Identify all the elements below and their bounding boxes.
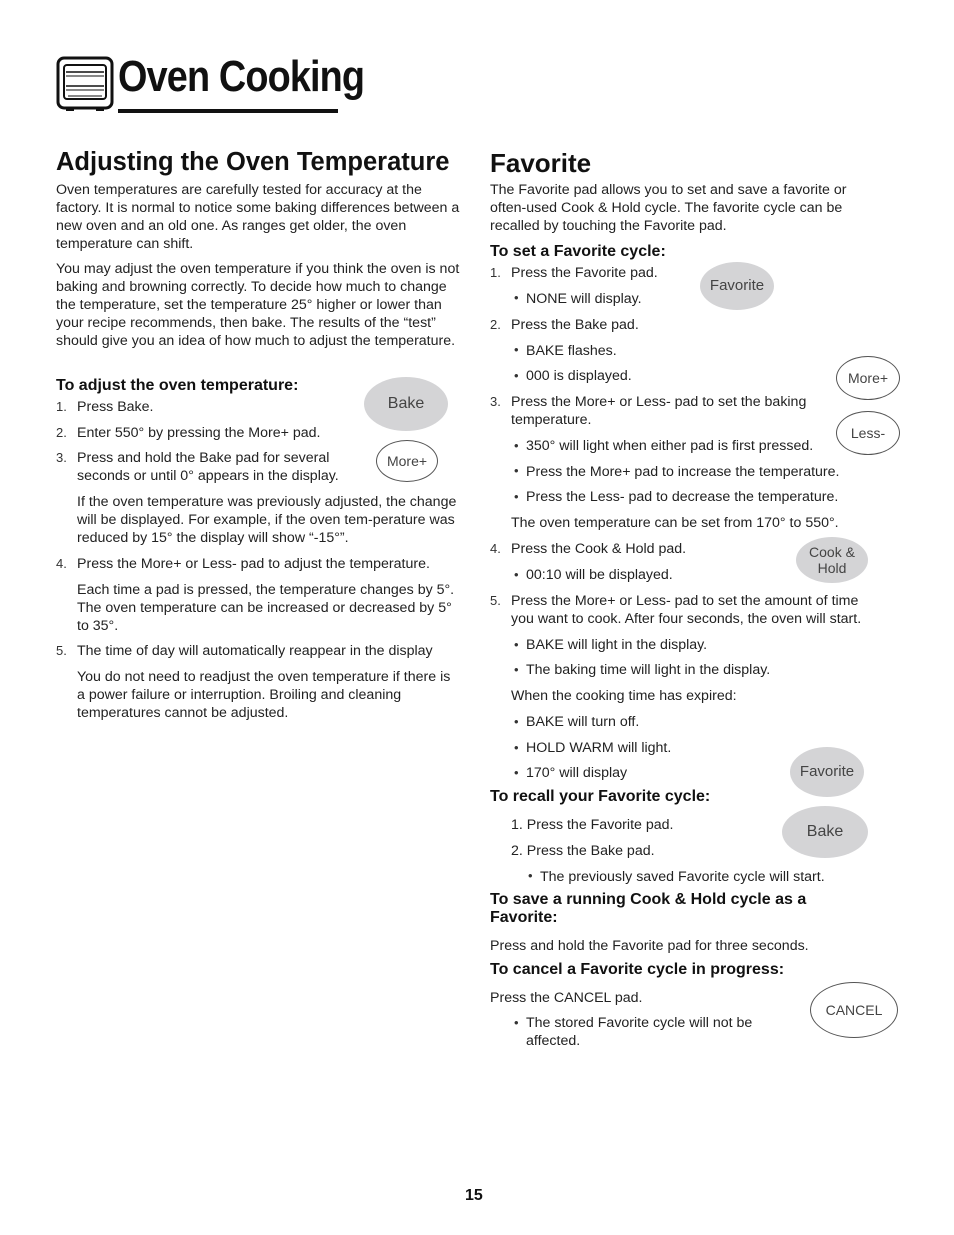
bullet: • [514, 463, 519, 478]
adjust-step-2: Enter 550° by pressing the More+ pad. [77, 425, 321, 441]
cook-hold-pad-label-1: Cook & [809, 544, 855, 560]
bullet: • [514, 438, 519, 453]
bullet: • [514, 740, 519, 755]
cancel-pad-icon [810, 982, 898, 1038]
favorite-step-5-bullet-1: BAKE will light in the display. [526, 637, 708, 653]
favorite-step-5-bullet-4: HOLD WARM will light. [526, 740, 672, 756]
adjust-step-4-note: Each time a pad is pressed, the temperature changes by 5°. The oven temperature can be increased or decreased by 5° to 35°. [77, 582, 455, 634]
section-heading-adjusting: Adjusting the Oven Temperature [56, 148, 450, 176]
more-pad-icon [376, 440, 438, 482]
favorite-step-2: Press the Bake pad. [511, 317, 639, 333]
recall-bullet: The previously saved Favorite cycle will start. [540, 869, 825, 885]
recall-favorite-subheading: To recall your Favorite cycle: [490, 788, 711, 805]
favorite-step-4-bullet: 00:10 will be displayed. [526, 567, 673, 583]
bullet: • [514, 567, 519, 582]
bullet: • [514, 1015, 519, 1030]
save-running-text: Press and hold the Favorite pad for three seconds. [490, 938, 809, 954]
favorite-step-2-bullet-2: 000 is displayed. [526, 368, 632, 384]
favorite-step-3-note: The oven temperature can be set from 170° to 550°. [511, 515, 839, 531]
favorite-pad-label: Favorite [709, 277, 765, 294]
favorite-step-4: Press the Cook & Hold pad. [511, 541, 687, 557]
less-pad-label: Less- [850, 425, 886, 441]
cancel-text: Press the CANCEL pad. [490, 990, 643, 1006]
adjust-step-5-note: You do not need to readjust the oven temperature if there is a power failure or interruption. Broiling and cleaning temperatures cannot be adjusted. [77, 669, 451, 721]
bullet: • [514, 765, 519, 780]
adjust-step-4: Press the More+ or Less- pad to adjust the temperature. [77, 556, 430, 572]
less-pad-icon [836, 411, 900, 455]
adjust-step-3: Press and hold the Bake pad for several seconds or until 0° appears in the display. [77, 450, 339, 484]
oven-icon [56, 56, 114, 112]
adjust-step-1: Press Bake. [77, 399, 154, 415]
step-number: 4. [490, 541, 501, 556]
bullet: • [514, 290, 519, 305]
bake-pad-icon [782, 806, 868, 858]
cook-hold-pad-icon [796, 537, 868, 583]
step-number: 2. [490, 317, 501, 332]
bullet: • [514, 637, 519, 652]
favorite-pad-icon [700, 262, 774, 310]
favorite-step-3-bullet-2: Press the More+ pad to increase the temperature. [526, 464, 840, 480]
step-number: 1. [56, 399, 67, 414]
step-number: 1. [490, 265, 501, 280]
bullet: • [514, 489, 519, 504]
page-number: 15 [465, 1187, 483, 1204]
favorite-step-1: Press the Favorite pad. [511, 265, 658, 281]
bullet: • [514, 368, 519, 383]
favorite-step-5-bullet-2: The baking time will light in the display. [526, 662, 771, 678]
cook-hold-pad-label-2: Hold [817, 560, 847, 576]
bullet: • [514, 662, 519, 677]
favorite-step-3: Press the More+ or Less- pad to set the baking temperature. [511, 394, 807, 428]
cancel-bullet: The stored Favorite cycle will not be affected. [526, 1015, 753, 1049]
favorite-step-5: Press the More+ or Less- pad to set the amount of time you want to cook. After four seconds, the oven will start. [511, 593, 862, 627]
favorite-step-3-bullet-1: 350° will light when either pad is first pressed. [526, 438, 814, 454]
favorite-step-5-bullet-5: 170° will display [526, 765, 628, 781]
step-number: 5. [56, 643, 67, 658]
section-heading-favorite: Favorite [490, 148, 592, 178]
bullet: • [514, 714, 519, 729]
page-header-title: Oven Cooking [118, 52, 365, 101]
bake-pad-label: Bake [806, 823, 844, 840]
adjust-paragraph-2: You may adjust the oven temperature if you think the oven is not baking and browning correctly. To decide how much to change the temperature, set the temperature 25° higher or lower than your recipe recommends, then bake. The results of the “test” should give you an idea of how much to adjust the temperature. [56, 261, 460, 349]
save-running-subheading: To save a running Cook & Hold cycle as a Favorite: [490, 891, 807, 926]
favorite-pad-label: Favorite [799, 763, 855, 780]
adjust-paragraph-1: Oven temperatures are carefully tested for accuracy at the factory. It is normal to notice some baking differences between a new oven and an old one. As ranges get older, the oven temperature can shift. [56, 182, 460, 252]
bake-pad-icon [364, 377, 448, 431]
step-number: 4. [56, 556, 67, 571]
favorite-step-1-bullet: NONE will display. [526, 291, 642, 307]
favorite-step-5-bullet-3: BAKE will turn off. [526, 714, 640, 730]
favorite-step-3-bullet-3: Press the Less- pad to decrease the temperature. [526, 489, 839, 505]
adjust-step-5: The time of day will automatically reappear in the display [77, 643, 433, 659]
step-number: 2. [56, 425, 67, 440]
cancel-pad-label: CANCEL [825, 1002, 883, 1018]
recall-step-1: 1. Press the Favorite pad. [511, 817, 674, 833]
bullet: • [514, 342, 519, 357]
step-number: 3. [490, 394, 501, 409]
more-pad-label: More+ [386, 453, 428, 469]
header-rule [118, 109, 338, 113]
cancel-favorite-subheading: To cancel a Favorite cycle in progress: [490, 961, 785, 978]
more-pad-label: More+ [847, 370, 889, 386]
favorite-step-5-note: When the cooking time has expired: [511, 688, 737, 704]
bullet: • [528, 868, 533, 883]
favorite-step-2-bullet-1: BAKE flashes. [526, 343, 617, 359]
bake-pad-label: Bake [387, 395, 425, 412]
step-number: 3. [56, 450, 67, 465]
step-number: 5. [490, 593, 501, 608]
adjust-step-3-note: If the oven temperature was previously adjusted, the change will be displayed. For example, if the oven tem-perature was reduced by 15° the display will show “-15°”. [77, 494, 457, 546]
recall-step-2: 2. Press the Bake pad. [511, 843, 655, 859]
favorite-pad-icon [790, 747, 864, 797]
adjust-subheading: To adjust the oven temperature: [56, 377, 299, 394]
more-pad-icon [836, 356, 900, 400]
set-favorite-subheading: To set a Favorite cycle: [490, 243, 666, 260]
favorite-intro: The Favorite pad allows you to set and save a favorite or often-used Cook & Hold cycle. The favorite cycle can be recalled by touching the Favorite pad. [490, 182, 847, 234]
